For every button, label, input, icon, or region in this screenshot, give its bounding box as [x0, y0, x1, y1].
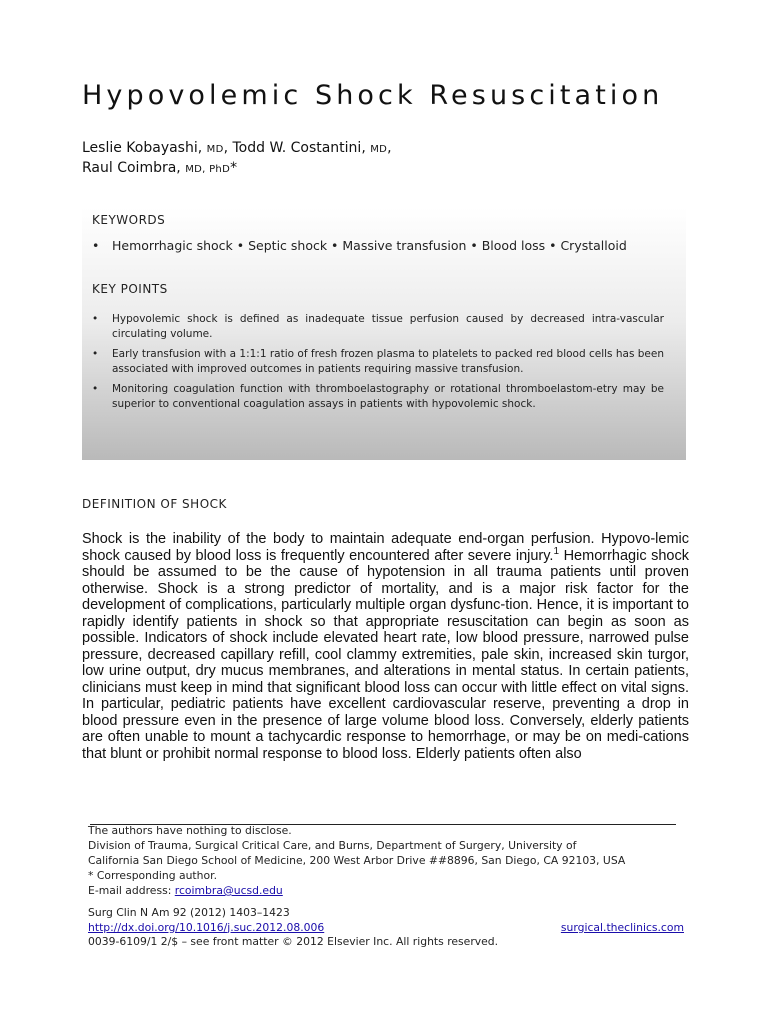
key-point-item: [92, 382, 664, 412]
corresponding-author-mark: *: [230, 160, 238, 176]
body-paragraph: [82, 531, 689, 762]
affiliation-line-2: California San Diego School of Medicine, 200 West Arbor Drive ##8896, San Diego, CA 92103, USA: [88, 854, 626, 867]
author-name-costantini: Todd W. Costantini,: [232, 140, 366, 156]
section-heading: DEFINITION OF SHOCK: [82, 497, 227, 511]
key-point-item: [92, 312, 664, 342]
key-points-list: [92, 312, 664, 417]
author-name-kobayashi: Leslie Kobayashi,: [82, 140, 203, 156]
copyright-line: 0039-6109/1 2/$ – see front matter © 2012 Elsevier Inc. All rights reserved.: [88, 935, 499, 948]
doi-row: [88, 921, 688, 936]
article-title: Hypovolemic Shock Resuscitation: [82, 80, 664, 111]
author-line-1: [82, 139, 682, 159]
disclosure-note: The authors have nothing to disclose.: [88, 824, 292, 837]
body-text-part-2: Hemorrhagic shock should be assumed to be the cause of hypotension in all trauma patients until proven otherwise. Shock is a strong predictor of mortality, and is a major risk factor for the development of complications, particularly multiple organ dysfunc-tion. Hence, it is important to rapidly identify patients in shock so that appropriate resuscitation can begin as soon as possible. Indicators of shock include elevated heart rate, low blood pressure, narrowed pulse pressure, decreased capillary refill, cool clammy extremities, pale skin, increased skin turgor, low urine output, dry mucus membranes, and alterations in mental status. In certain patients, clinicians must keep in mind that significant blood loss can occur with little effect on vital signs. In particular, pediatric patients have excellent cardiovascular reserve, preventing a drop in blood pressure even in the presence of large volume blood loss. Conversely, elderly patients are often unable to mount a tachycardic response to hemorrhage, or may be on medi-cations that blunt or prohibit normal response to blood loss. Elderly patients often also: [82, 547, 689, 762]
author-name-coimbra: Raul Coimbra,: [82, 160, 181, 176]
email-label: E-mail address:: [88, 884, 175, 897]
keywords-text: Hemorrhagic shock • Septic shock • Massive transfusion • Blood loss • Crystalloid: [112, 238, 627, 253]
email-line: [88, 883, 688, 898]
bullet-icon: •: [92, 313, 99, 325]
journal-site-link[interactable]: surgical.theclinics.com: [560, 920, 684, 934]
author-degree-kobayashi: MD: [206, 144, 224, 155]
author-degree-coimbra: MD, PhD: [185, 164, 231, 175]
author-list: [82, 139, 682, 179]
author-separator: ,: [223, 140, 233, 156]
author-line-end-comma: ,: [387, 140, 392, 156]
key-point-text: Early transfusion with a 1:1:1 ratio of fresh frozen plasma to platelets to packed red blood cells has been associated with improved outcomes in patients requiring massive transfusion.: [112, 348, 664, 375]
keywords-heading: KEYWORDS: [92, 213, 166, 227]
journal-citation: Surg Clin N Am 92 (2012) 1403–1423: [88, 906, 290, 919]
keywords-keypoints-box: [82, 208, 686, 460]
reference-marker[interactable]: 1: [553, 545, 560, 557]
key-point-item: [92, 347, 664, 377]
affiliation-line-1: Division of Trauma, Surgical Critical Care, and Burns, Department of Surgery, University of: [88, 839, 577, 852]
citation-block: [88, 906, 688, 950]
key-points-heading: KEY POINTS: [92, 282, 168, 296]
bullet-icon: •: [92, 348, 99, 360]
keywords-list: [92, 238, 682, 253]
author-line-2: [82, 159, 682, 179]
bullet-icon: •: [92, 238, 100, 253]
key-point-text: Monitoring coagulation function with thromboelastography or rotational thromboelastom-etry may be superior to conventional coagulation assays in patients with hypovolemic shock.: [112, 383, 664, 410]
key-point-text: Hypovolemic shock is defined as inadequate tissue perfusion caused by decreased intra-vascular circulating volume.: [112, 313, 664, 340]
bullet-icon: •: [92, 383, 99, 395]
email-link[interactable]: rcoimbra@ucsd.edu: [174, 884, 283, 897]
doi-link[interactable]: http://dx.doi.org/10.1016/j.suc.2012.08.006: [88, 920, 325, 934]
corresponding-author-note: * Corresponding author.: [88, 869, 217, 882]
footnotes: [88, 823, 688, 898]
author-degree-costantini: MD: [370, 144, 388, 155]
body-text-part-1: Shock is the inability of the body to maintain adequate end-organ perfusion. Hypovo-lemic shock caused by blood loss is frequently encountered after severe injury.: [82, 531, 689, 564]
